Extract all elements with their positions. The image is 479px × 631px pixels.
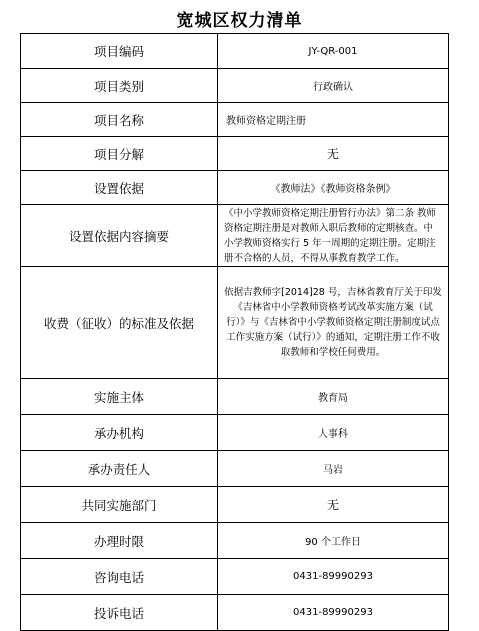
row-label-fee-standard: 收费（征收）的标准及依据 xyxy=(21,267,218,379)
table-row xyxy=(21,595,449,631)
row-value-implementing-body: 教育局 xyxy=(218,379,449,415)
table-row xyxy=(21,171,449,205)
table-row xyxy=(21,103,449,137)
table-row xyxy=(21,267,449,379)
row-value-inquiry-phone: 0431-89990293 xyxy=(218,559,449,595)
row-label-handling-agency: 承办机构 xyxy=(21,415,218,451)
table-row xyxy=(21,523,449,559)
row-label-complaint-phone: 投诉电话 xyxy=(21,595,218,631)
table-row xyxy=(21,487,449,523)
page-title: 宽城区权力清单 xyxy=(176,11,303,31)
row-value-project-category: 行政确认 xyxy=(218,69,449,103)
row-value-project-code: JY-QR-001 xyxy=(218,34,449,69)
row-label-time-limit: 办理时限 xyxy=(21,523,218,559)
table-row xyxy=(21,137,449,171)
row-value-project-name: 教师资格定期注册 xyxy=(218,103,449,137)
row-label-project-code: 项目编码 xyxy=(21,34,218,69)
row-value-responsible-person: 马岩 xyxy=(218,451,449,487)
table-row xyxy=(21,69,449,103)
row-value-fee-standard: 依据吉教师字[2014]28 号，吉林省教育厅关于印发《吉林省中小学教师资格考试改革实施方案（试行）》与《吉林省中小学教师资格定期注册制度试点工作实施方案（试行）》的通知，定期注册工作不收取教师和学校任何费用。 xyxy=(218,267,449,379)
row-label-legal-basis: 设置依据 xyxy=(21,171,218,205)
row-value-legal-basis: 《教师法》《教师资格条例》 xyxy=(218,171,449,205)
row-label-inquiry-phone: 咨询电话 xyxy=(21,559,218,595)
table-row xyxy=(21,379,449,415)
row-label-responsible-person: 承办责任人 xyxy=(21,451,218,487)
power-list-table xyxy=(20,33,449,631)
row-value-project-breakdown: 无 xyxy=(218,137,449,171)
row-label-project-breakdown: 项目分解 xyxy=(21,137,218,171)
row-label-implementing-body: 实施主体 xyxy=(21,379,218,415)
row-value-handling-agency: 人事科 xyxy=(218,415,449,451)
table-row xyxy=(21,415,449,451)
table-row xyxy=(21,559,449,595)
table-row xyxy=(21,34,449,69)
row-value-basis-summary: 《中小学教师资格定期注册暂行办法》第二条 教师资格定期注册是对教师入职后教师的定期核查。中小学教师资格实行 5 年一周期的定期注册。定期注册不合格的人员，不得从事教育教学工作。 xyxy=(218,205,449,267)
row-label-project-name: 项目名称 xyxy=(21,103,218,137)
table-row xyxy=(21,451,449,487)
table-row xyxy=(21,205,449,267)
row-value-complaint-phone: 0431-89990293 xyxy=(218,595,449,631)
row-value-time-limit: 90 个工作日 xyxy=(218,523,449,559)
row-label-joint-department: 共同实施部门 xyxy=(21,487,218,523)
row-label-project-category: 项目类别 xyxy=(21,69,218,103)
row-label-basis-summary: 设置依据内容摘要 xyxy=(21,205,218,267)
row-value-joint-department: 无 xyxy=(218,487,449,523)
